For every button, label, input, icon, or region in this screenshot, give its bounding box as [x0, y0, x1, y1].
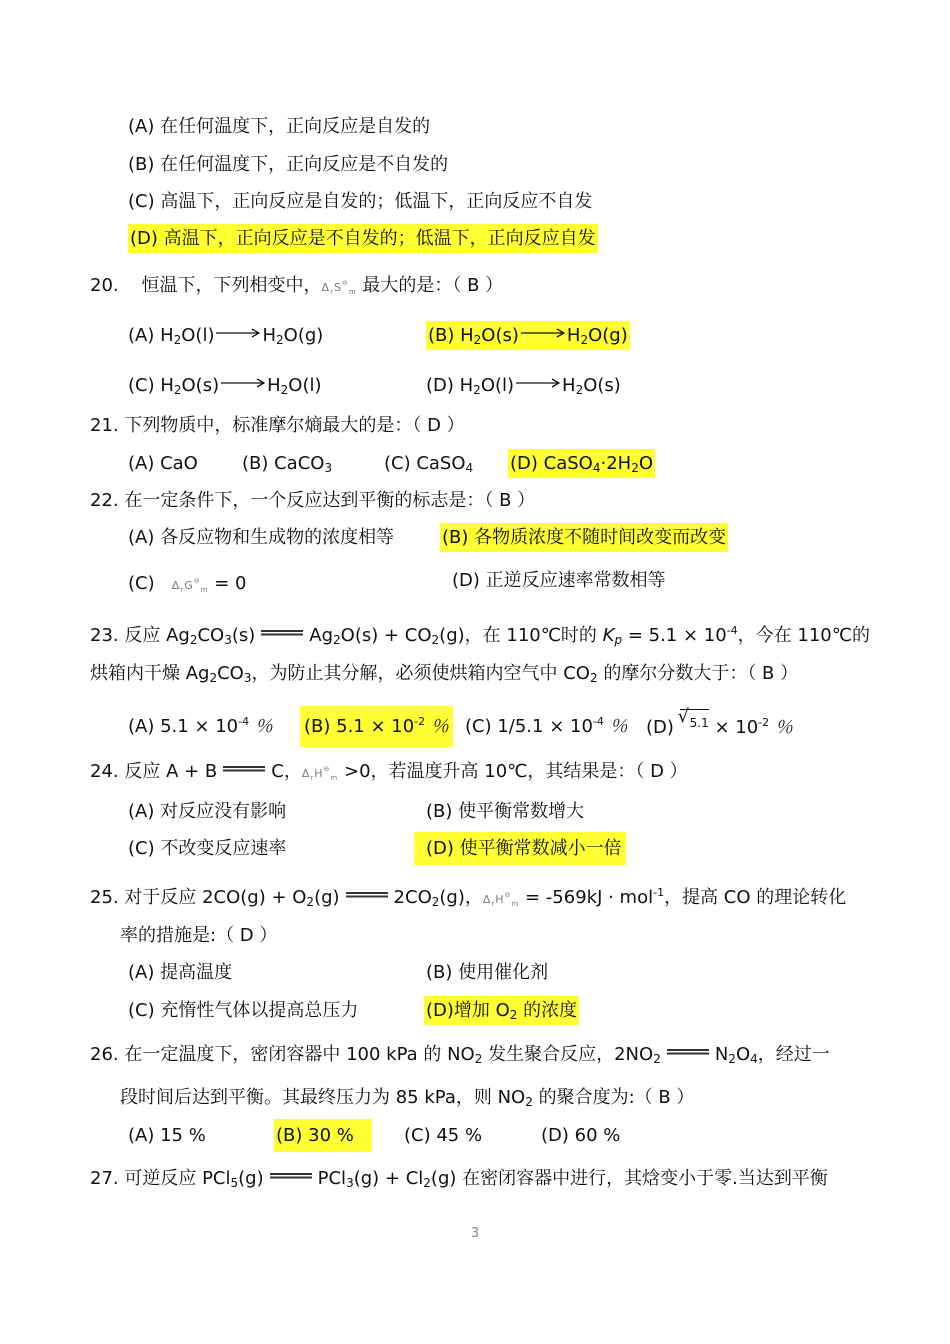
reaction-arrow-icon — [516, 378, 560, 388]
q24-option-c: (C) 不改变反应速率 — [128, 838, 287, 859]
q25-answer-highlight: (D)增加 $O_2$ 的浓度 — [424, 996, 579, 1025]
q23-option-b — [300, 709, 453, 740]
q25-option-a: (A) 提高温度 — [128, 962, 233, 983]
reaction-arrow-icon — [221, 378, 265, 388]
q22-answer-highlight: (B) 各物质浓度不随时间改变而改变 — [440, 523, 728, 552]
q25-option-b: (B) 使用催化剂 — [426, 962, 549, 983]
q22-option-a: (A) 各反应物和生成物的浓度相等 — [128, 527, 395, 548]
q20-option-b — [426, 323, 630, 353]
q20-stem-text: 恒温下，下列相变中， — [141, 275, 322, 296]
q20-option-d: (D) $H_2O(l)$ $H_2O(s)$ — [426, 375, 621, 397]
q27-stem: 27. 可逆反应 PCl$_5$(g) $PCl_3(g) + Cl_2(g)$ 在密闭容器中进行，其焓变小于零.当达到平衡 — [90, 1168, 828, 1190]
equilibrium-arrow-icon — [346, 891, 388, 899]
q22-option-d: (D) 正逆反应速率常数相等 — [452, 570, 666, 591]
q24-answer-highlight: (D) 使平衡常数减小一倍 — [414, 832, 626, 865]
page-number: 3 — [470, 1226, 480, 1241]
q20-option-c: (C) $H_2O(s)$ $H_2O(l)$ — [128, 375, 322, 397]
q25-stem-line2: 率的措施是:（ D ） — [120, 925, 278, 946]
q22-option-c: (C) $\Delta_rG^⊖_m = 0$ — [128, 568, 246, 603]
q26-stem-line2: 段时间后达到平衡。其最终压力为 85 kPa，则 $NO_2$ 的聚合度为:（ B ） — [120, 1087, 695, 1109]
q23-option-c: (C) $1/5.1 \times 10^{-4}$ ％ — [465, 715, 628, 737]
q21-answer-highlight: (D) $CaSO_4\cdot 2H_2O$ — [508, 449, 655, 478]
reaction-arrow-icon — [216, 328, 260, 338]
q20-option-a: (A) $H_2O(l)$ $H_2O(g)$ — [128, 325, 324, 347]
q25-option-c: (C) 充惰性气体以提高总压力 — [128, 1000, 359, 1021]
q23-answer-highlight: (B) $5.1 \times 10^{-2}$ ％ — [300, 706, 453, 747]
q20-answer-highlight: (B) $H_2O(s)$ $H_2O(g)$ — [426, 321, 630, 350]
reaction-arrow-icon — [521, 328, 565, 338]
q26-option-b — [274, 1123, 372, 1149]
q22-option-b — [440, 525, 728, 551]
q26-stem: 26. 在一定温度下，密闭容器中 100 kPa 的 $NO_2$ 发生聚合反应，$2NO_2$ $N_2O_4$，经过一 — [90, 1044, 830, 1066]
q23-option-a: (A) $5.1 \times 10^{-4}$ ％ — [128, 715, 273, 737]
equilibrium-arrow-icon — [270, 1172, 312, 1180]
enthalpy-symbol-icon: $\Delta_rH^⊖_m$ — [482, 891, 520, 908]
q23-option-d: (D) √ $5.1 \times 10^{-2}$ ％ — [646, 709, 793, 741]
q20-stem — [90, 270, 503, 305]
q26-option-c: (C) 45 % — [404, 1125, 483, 1146]
q21-option-d — [508, 451, 655, 481]
enthalpy-symbol-icon: $\Delta_rH^⊖_m$ — [301, 765, 339, 782]
equilibrium-arrow-icon — [667, 1048, 709, 1056]
q26-option-d: (D) 60 % — [541, 1125, 621, 1146]
q20-number: 20. — [90, 275, 119, 296]
q21-option-b: (B) CaCO$_3$ — [242, 453, 333, 475]
q19-option-b: (B) 在任何温度下，正向反应是不自发的 — [128, 154, 449, 175]
q21-stem: 21. 下列物质中，标准摩尔熵最大的是：（ D ） — [90, 415, 465, 436]
q21-option-c: (C) CaSO$_4$ — [384, 453, 474, 475]
q26-answer-highlight: (B) 30 % — [274, 1119, 372, 1152]
entropy-symbol-icon: $\Delta_rS^⊖_m$ — [321, 279, 357, 296]
square-root-icon: √ 5.1 — [680, 709, 709, 736]
q22-stem: 22. 在一定条件下，一个反应达到平衡的标志是：（ B ） — [90, 490, 536, 511]
q20-stem-post: 最大的是：（ B ） — [362, 275, 504, 296]
equilibrium-arrow-icon — [223, 765, 265, 773]
q19-option-a: (A) 在任何温度下，正向反应是自发的 — [128, 116, 431, 137]
q24-option-b: (B) 使平衡常数增大 — [426, 801, 585, 822]
q25-option-d — [424, 998, 579, 1028]
q23-stem: 23. 反应 $Ag_2CO_3(s) Ag_2O(s) + CO_2(g)$，在 110℃时的 $K_p = 5.1 \times 10^{-4}$，今在 110℃的 — [90, 624, 870, 647]
q24-stem: 24. 反应 A + B C，$\Delta_rH^⊖_m >0$，若温度升高 10℃，其结果是：（ D ） — [90, 756, 688, 791]
q19-answer-highlight: (D) 高温下，正向反应是不自发的；低温下，正向反应自发 — [128, 224, 598, 253]
q21-option-a: (A) CaO — [128, 453, 198, 474]
q19-option-d — [128, 226, 598, 252]
equilibrium-arrow-icon — [261, 629, 303, 637]
q24-option-a: (A) 对反应没有影响 — [128, 801, 287, 822]
gibbs-symbol-icon: $\Delta_rG^⊖_m$ — [171, 577, 209, 594]
q25-stem: 25. 对于反应 $2CO(g) + O_2(g)$ $2CO_2(g)$，$\Delta_rH^⊖_m = -569kJ \cdot mol^{-1}$，提高 CO 的理论转化 — [90, 880, 846, 917]
q19-option-c: (C) 高温下，正向反应是自发的；低温下，正向反应不自发 — [128, 191, 593, 212]
q23-stem-line2: 烘箱内干燥 $Ag_2CO_3$，为防止其分解，必须使烘箱内空气中 $CO_2$ 的摩尔分数大于：（ B ） — [90, 663, 799, 685]
q26-option-a: (A) 15 % — [128, 1125, 206, 1146]
q24-option-d — [414, 836, 626, 862]
